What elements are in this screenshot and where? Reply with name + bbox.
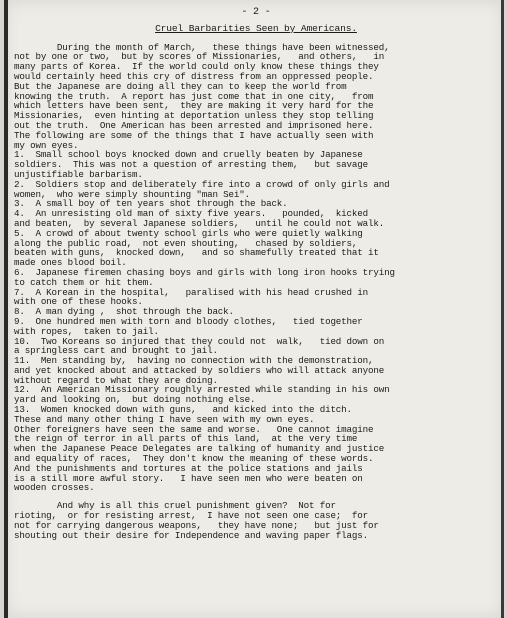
list-item: 10. Two Koreans so injured that they could not walk, tied down on — [14, 336, 385, 347]
text-line: unjustifiable barbarism. — [14, 169, 143, 180]
closing-paragraph — [14, 501, 498, 540]
list-item: 12. An American Missionary roughly arrested while standing in his own — [14, 385, 390, 396]
text-line: and yet knocked about and attacked by soldiers who will attack anyone — [14, 365, 385, 376]
text-line: But the Japanese are doing all they can to keep the world from — [14, 81, 347, 92]
text-line: to catch them or hit them. — [14, 277, 154, 288]
text-line: made ones blood boil. — [14, 258, 127, 268]
list-item: 2. Soldiers stop and deliberately fire into a crowd of only girls and — [14, 179, 390, 190]
text-line: women, who were simply shounting "man Sei". — [14, 189, 250, 200]
text-line: with ropes, taken to jail. — [14, 326, 159, 337]
main-text — [14, 43, 498, 494]
document-page — [4, 0, 504, 618]
text-line: Other foreigners have seen the same and worse. One cannot imagine — [14, 424, 374, 435]
list-item: 7. A Korean in the hospital, paralised with his head crushed in — [14, 287, 368, 298]
list-item: 8. A man dying , shot through the back. — [14, 307, 234, 317]
text-line: wooden crosses. — [14, 483, 95, 494]
scan-edge-right — [501, 0, 504, 618]
text-line: without regard to what they are doing. — [14, 375, 218, 386]
list-item: 5. A crowd of about twenty school girls who were quietly walking — [14, 228, 363, 239]
document-title: Cruel Barbarities Seen by Americans. — [155, 22, 357, 34]
list-item: 11. Men standing by, having no connection with the demonstration, — [14, 356, 374, 366]
text-line: the reign of terror in all parts of this land, at the very time — [14, 434, 358, 445]
scan-edge-left — [4, 0, 8, 618]
text-line: a springless cart and brought to jail. — [14, 346, 218, 357]
text-line: when the Japanese Peace Delegates are talking of humanity and justice — [14, 444, 385, 455]
text-line: The following are some of the things that I have actually seen with — [14, 130, 374, 141]
text-line: which letters have been sent, they are making it very hard for the — [14, 101, 374, 112]
text-line: yard and looking on, but doing nothing else. — [14, 395, 256, 406]
text-line: These and many other thing I have seen with my own eyes. — [14, 414, 315, 425]
text-line: During the month of March, these things have been witnessed, — [14, 42, 390, 53]
text-line: rioting, or for resisting arrest, I have not seen one case; for — [14, 511, 368, 521]
list-item: 4. An unresisting old man of sixty five years. pounded, kicked — [14, 209, 368, 219]
text-line: many parts of Korea. If the world could only know these things they — [14, 62, 379, 72]
text-line: and beaten, by several Japanese soldiers, until he could not walk. — [14, 218, 385, 229]
text-line: my own eyes. — [14, 140, 79, 151]
paragraph-gap — [14, 493, 498, 501]
list-item: 9. One hundred men with torn and bloody clothes, tied together — [14, 316, 363, 327]
text-line: knowing the truth. A report has just come that in one city, from — [14, 91, 374, 102]
text-line: along the public road, not even shouting, chased by soldiers, — [14, 238, 358, 249]
text-line: with one of these hooks. — [14, 297, 143, 308]
page-number: - 2 - — [241, 7, 271, 18]
text-line: And why is all this cruel punishment given? Not for — [14, 501, 336, 512]
list-item: 6. Japanese firemen chasing boys and girls with long iron hooks trying — [14, 267, 395, 278]
text-line: shouting out their desire for Independence and waving paper flags. — [14, 530, 368, 541]
text-line: is a still more awful story. I have seen men who were beaten on — [14, 473, 363, 484]
text-line: and equality of races, They don't know the meaning of these words. — [14, 454, 374, 464]
list-item: 1. Small school boys knocked down and cruelly beaten by Japanese — [14, 150, 363, 161]
text-line: Missionaries, even hinting at deportation unless they stop telling — [14, 111, 374, 121]
text-line: out the truth. One American has been arrested and imprisoned here. — [14, 120, 374, 131]
text-line: not for carrying dangerous weapons, they have none; but just for — [14, 520, 379, 531]
text-line: soldiers. This was not a question of arresting them, but savage — [14, 160, 368, 170]
document-body — [14, 8, 498, 540]
text-line: would certainly heed this cry of distress from an oppressed people. — [14, 71, 374, 82]
text-line: beaten with guns, knocked down, and so shamefully treated that it — [14, 248, 379, 259]
text-line: And the punishments and tortures at the police stations and jails — [14, 463, 363, 474]
text-line: not by one or two, but by scores of Missionaries, and others, in — [14, 52, 385, 63]
list-item: 13. Women knocked down with guns, and kicked into the ditch. — [14, 405, 352, 415]
list-item: 3. A small boy of ten years shot through the back. — [14, 199, 288, 210]
